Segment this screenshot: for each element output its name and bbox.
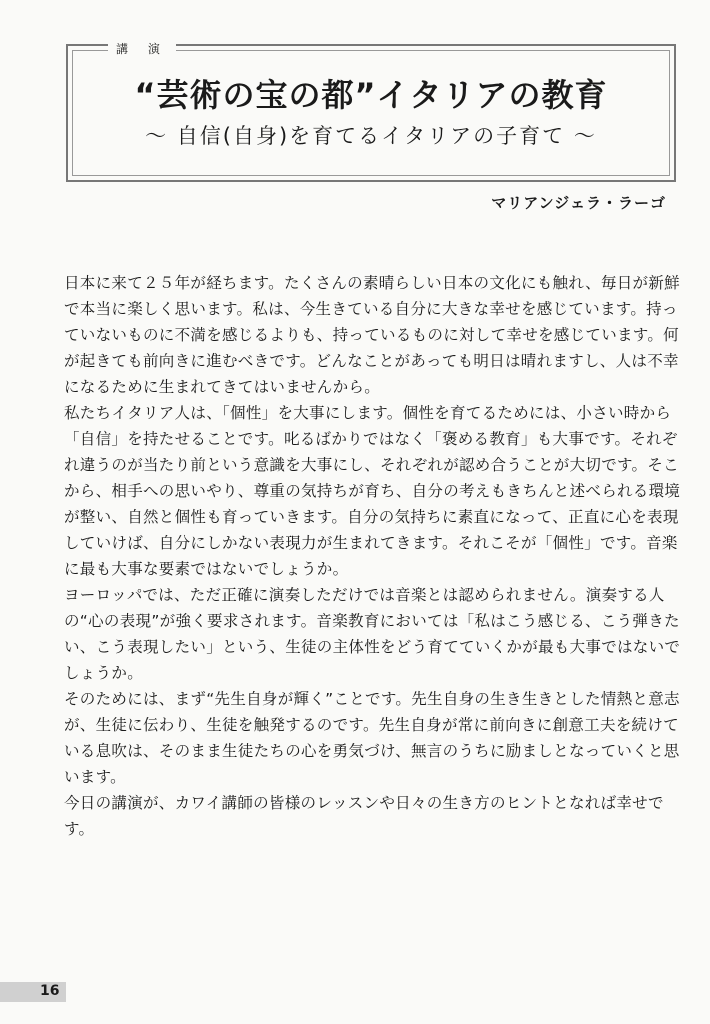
- paragraph: 私たちイタリア人は、「個性」を大事にします。個性を育てるためには、小さい時から「自信」を持たせることです。叱るばかりではなく「褒める教育」も大事です。それぞれ違うのが当たり前という意識を大事にし、それぞれが認め合うことが大切です。そこから、相手への思いやり、尊重の気持ちが育ち、自分の考えもきちんと述べられる環境が整い、自然と個性も育っていきます。自分の気持ちに素直になって、正直に心を表現していけば、自分にしかない表現力が生まれてきます。それこそが「個性」です。音楽に最も大事な要素ではないでしょうか。: [64, 404, 681, 578]
- author-name: マリアンジェラ・ラーゴ: [491, 194, 666, 212]
- paragraph: そのためには、まず“先生自身が輝く”ことです。先生自身の生き生きとした情熱と意志が、生徒に伝わり、生徒を触発するのです。先生自身が常に前向きに創意工夫を続けている息吹は、そのまま生徒たちの心を勇気づけ、無言のうちに励ましとなっていくと思います。: [64, 690, 680, 786]
- article-body: [64, 270, 692, 842]
- page-subtitle: 〜 自信(自身)を育てるイタリアの子育て 〜: [145, 124, 597, 148]
- paragraph: 今日の講演が、カワイ講師の皆様のレッスンや日々の生き方のヒントとなれば幸せです。: [64, 794, 664, 838]
- paragraph: 日本に来て２５年が経ちます。たくさんの素晴らしい日本の文化にも触れ、毎日が新鮮で本当に楽しく思います。私は、今生きている自分に大きな幸せを感じています。持っていないものに不満を感じるよりも、持っているものに対して幸せを感じています。何が起きても前向きに進むべきです。どんなことがあっても明日は晴れますし、人は不幸になるために生まれてきてはいませんから。: [64, 274, 680, 396]
- lecture-tag: 講 演: [108, 40, 176, 57]
- page-title: “芸術の宝の都”イタリアの教育: [134, 76, 608, 114]
- page-number: 16: [40, 983, 60, 999]
- paragraph: ヨーロッパでは、ただ正確に演奏しただけでは音楽とは認められません。演奏する人の“心の表現”が強く要求されます。音楽教育においては「私はこう感じる、こう弾きたい、こう表現したい」という、生徒の主体性をどう育てていくかが最も大事ではないでしょうか。: [64, 586, 681, 682]
